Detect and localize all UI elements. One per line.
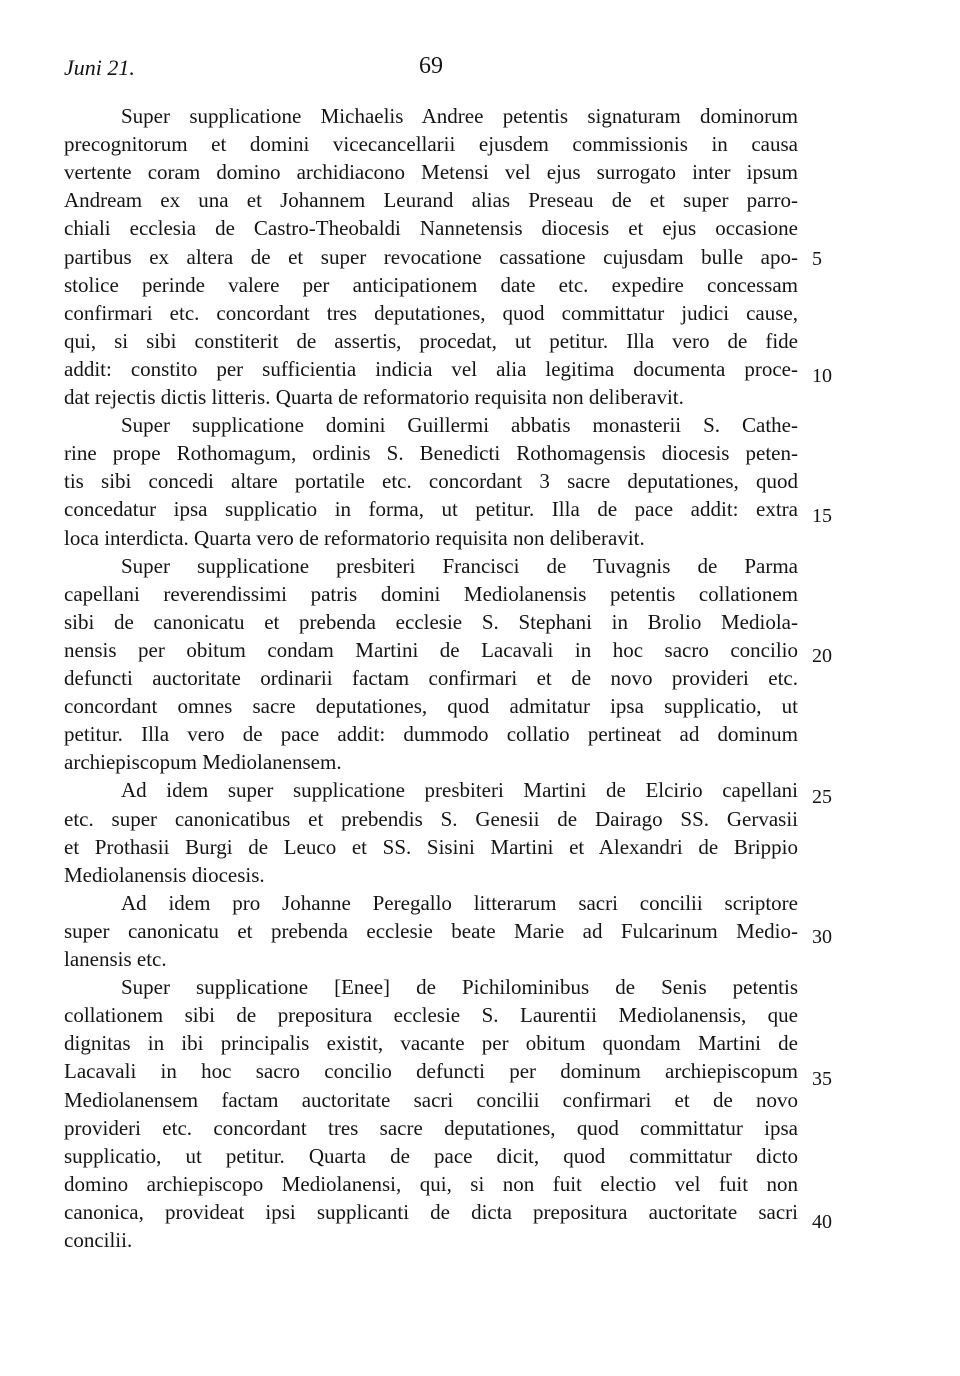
text-line: canonica, provideat ipsi supplicanti de dicta prepositura auctoritate sacri [64,1200,798,1224]
text-line: Andream ex una et Johannem Leurand alias Preseau de et super parro- [64,188,798,212]
text-line: collationem sibi de prepositura ecclesie S. Laurentii Mediolanensis, que [64,1003,798,1027]
text-line: concordant omnes sacre deputationes, quod admitatur ipsa supplicatio, ut [64,694,798,718]
line-number: 30 [812,926,832,948]
line-number: 40 [812,1211,832,1233]
line-number: 5 [812,248,822,270]
text-line: nensis per obitum condam Martini de Lacavali in hoc sacro concilio [64,638,798,662]
text-line: stolice perinde valere per anticipationem date etc. expedire concessam [64,273,798,297]
text-line: sibi de canonicatu et prebenda ecclesie S. Stephani in Brolio Mediola- [64,610,798,634]
line-number: 20 [812,645,832,667]
text-line: Mediolanensis diocesis. [64,863,265,887]
text-line: partibus ex altera de et super revocatione cassatione cujusdam bulle apo- [64,245,798,269]
text-line: supplicatio, ut petitur. Quarta de pace dicit, quod committatur dicto [64,1144,798,1168]
text-line: Super supplicatione Michaelis Andree petentis signaturam dominorum [121,104,798,128]
text-line: Ad idem pro Johanne Peregallo litterarum sacri concilii scriptore [121,891,798,915]
text-line: addit: constito per sufficientia indicia vel alia legitima documenta proce- [64,357,798,381]
text-line: dat rejectis dictis litteris. Quarta de reformatorio requisita non deliberavit. [64,385,684,409]
text-line: petitur. Illa vero de pace addit: dummodo collatio pertineat ad dominum [64,722,798,746]
text-line: et Prothasii Burgi de Leuco et SS. Sisini Martini et Alexandri de Brippio [64,835,798,859]
text-line: tis sibi concedi altare portatile etc. concordant 3 sacre deputationes, quod [64,469,798,493]
text-line: confirmari etc. concordant tres deputationes, quod committatur judici cause, [64,301,798,325]
text-line: Mediolanensem factam auctoritate sacri concilii confirmari et de novo [64,1088,798,1112]
text-line: Ad idem super supplicatione presbiteri Martini de Elcirio capellani [121,778,798,802]
text-line: loca interdicta. Quarta vero de reformatorio requisita non deliberavit. [64,526,645,550]
text-line: lanensis etc. [64,947,167,971]
text-line: Lacavali in hoc sacro concilio defuncti per dominum archiepiscopum [64,1059,798,1083]
text-line: Super supplicatione [Enee] de Pichilominibus de Senis petentis [121,975,798,999]
text-line: super canonicatu et prebenda ecclesie beate Marie ad Fulcarinum Medio- [64,919,798,943]
text-line: rine prope Rothomagum, ordinis S. Benedicti Rothomagensis diocesis peten- [64,441,798,465]
text-line: Super supplicatione presbiteri Francisci de Tuvagnis de Parma [121,554,798,578]
text-line: precognitorum et domini vicecancellarii ejusdem commissionis in causa [64,132,798,156]
text-line: qui, si sibi constiterit de assertis, procedat, ut petitur. Illa vero de fide [64,329,798,353]
text-line: provideri etc. concordant tres sacre deputationes, quod committatur ipsa [64,1116,798,1140]
text-line: Super supplicatione domini Guillermi abbatis monasterii S. Cathe- [121,413,798,437]
text-line: archiepiscopum Mediolanensem. [64,750,342,774]
text-line: capellani reverendissimi patris domini Mediolanensis petentis collationem [64,582,798,606]
line-number: 25 [812,786,832,808]
text-line: defuncti auctoritate ordinarii factam confirmari et de novo provideri etc. [64,666,798,690]
page-number: 69 [419,53,443,79]
header-date: Juni 21. [64,55,135,80]
text-line: domino archiepiscopo Mediolanensi, qui, si non fuit electio vel fuit non [64,1172,798,1196]
line-number: 15 [812,505,832,527]
text-line: etc. super canonicatibus et prebendis S. Genesii de Dairago SS. Gervasii [64,807,798,831]
text-line: chiali ecclesia de Castro-Theobaldi Nannetensis diocesis et ejus occasione [64,216,798,240]
line-number: 10 [812,365,832,387]
text-line: concedatur ipsa supplicatio in forma, ut petitur. Illa de pace addit: extra [64,497,798,521]
text-line: concilii. [64,1228,133,1252]
text-line: vertente coram domino archidiacono Metensi vel ejus surrogato inter ipsum [64,160,798,184]
text-line: dignitas in ibi principalis existit, vacante per obitum quondam Martini de [64,1031,798,1055]
line-number: 35 [812,1068,832,1090]
